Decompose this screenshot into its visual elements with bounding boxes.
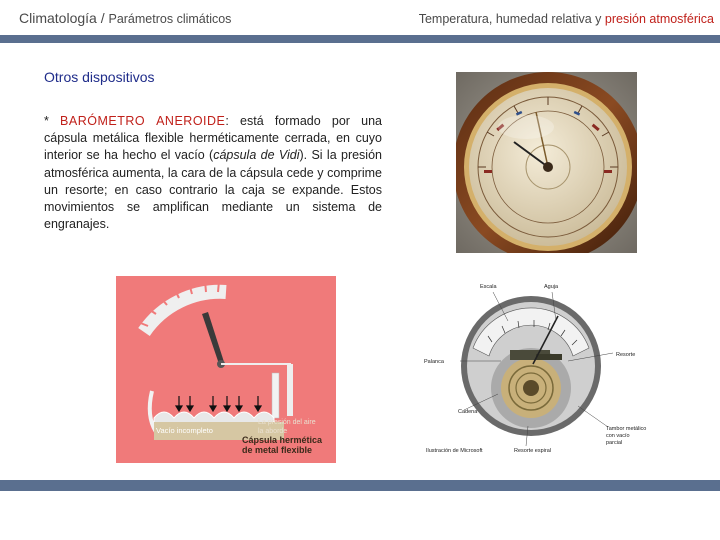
section-title: Otros dispositivos (44, 69, 155, 85)
barometer-photo-drawing (456, 72, 637, 253)
label-pressure-2: la aborde (258, 428, 288, 435)
label-resorte-espiral: Resorte espiral (514, 448, 551, 454)
label-ilustracion: Ilustración de Microsoft (426, 448, 483, 454)
paragraph-italic: cápsula de Vidi (213, 148, 300, 163)
barometer-photo (456, 72, 637, 253)
breadcrumb-sub: Parámetros climáticos (108, 12, 232, 26)
slide-header (0, 0, 720, 34)
label-capsule-2: de metal flexible (242, 445, 313, 455)
description-paragraph (44, 113, 382, 233)
mechanism-diagram-drawing (418, 276, 665, 462)
mechanism-diagram (418, 276, 665, 462)
label-tambor-1: Tambor metálico (606, 426, 647, 432)
label-resorte: Resorte (616, 352, 636, 358)
label-vacuum: Vacío incompleto (156, 426, 213, 435)
bullet: * (44, 114, 61, 128)
paragraph-text-1: : está formado por una cápsula metálica flexible herméticamente cerrada, en cuyo interior se ha hecho el vacío ( (44, 114, 382, 163)
paragraph-text-2: ). Si la presión atmosférica aumenta, la cara de la cápsula cede y comprime un resorte; en caso contrario la caja se expande. Estos movimientos se amplifican mediante un sistema de engranajes. (44, 148, 382, 232)
label-tambor-2: con vacío (606, 433, 630, 439)
label-tambor-3: parcial (606, 440, 623, 446)
breadcrumb (19, 10, 231, 26)
capsule-diagram-drawing (116, 276, 336, 463)
label-aguja: Aguja (544, 284, 559, 290)
term-highlight: BARÓMETRO ANEROIDE (60, 114, 226, 128)
breadcrumb-main: Climatología / (19, 10, 109, 26)
label-capsule-1: Cápsula hermética (242, 435, 323, 445)
capsule-diagram (116, 276, 336, 463)
topic-title-prefix: Temperatura, humedad relativa y (418, 12, 605, 26)
label-escala: Escala (480, 284, 497, 290)
label-cadena: Cadena (458, 409, 478, 415)
header-divider-bar (0, 35, 720, 43)
footer-bar (0, 480, 720, 491)
label-palanca: Palanca (424, 359, 444, 365)
topic-title (419, 12, 714, 26)
label-pressure-1: La presión del aire (258, 419, 316, 426)
topic-title-accent: presión atmosférica (604, 12, 714, 26)
